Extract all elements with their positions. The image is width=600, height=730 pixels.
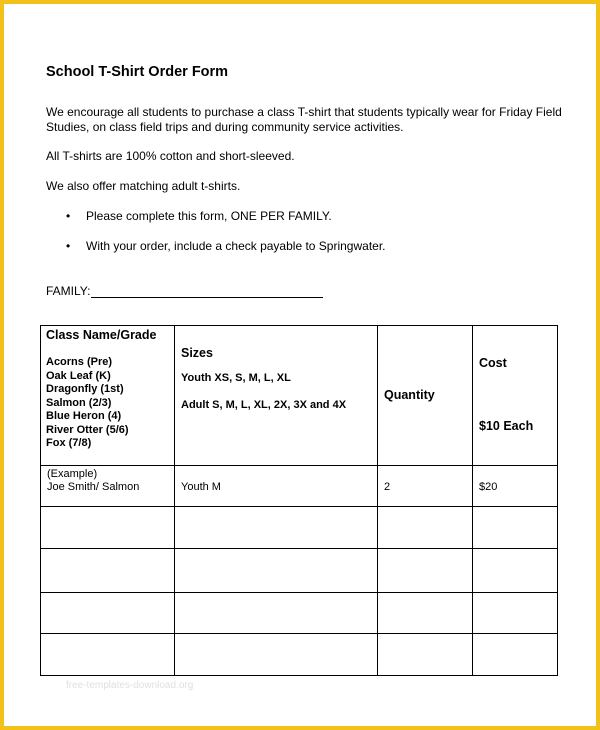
bullet-text: Please complete this form, ONE PER FAMILY. <box>86 209 332 223</box>
class-option: Blue Heron (4) <box>46 410 122 422</box>
youth-sizes: Youth XS, S, M, L, XL <box>181 372 291 384</box>
name-cell[interactable] <box>41 593 175 634</box>
document-page <box>4 4 596 726</box>
cost-cell[interactable] <box>473 549 558 593</box>
size-cell[interactable] <box>175 549 378 593</box>
family-label: FAMILY: <box>46 284 91 298</box>
table-row <box>41 634 558 676</box>
quantity-header-title: Quantity <box>384 388 435 402</box>
family-input-line[interactable] <box>91 285 323 298</box>
class-option: Acorns (Pre) <box>46 356 113 368</box>
order-table <box>40 325 558 676</box>
bullet-icon: • <box>66 239 71 253</box>
quantity-header-cell <box>378 326 473 466</box>
size-cell[interactable] <box>175 634 378 676</box>
cost-cell[interactable] <box>473 593 558 634</box>
class-option: Fox (7/8) <box>46 437 92 449</box>
name-cell[interactable] <box>41 634 175 676</box>
class-header-title: Class Name/Grade <box>46 328 157 342</box>
class-option: Oak Leaf (K) <box>46 369 111 382</box>
sizes-header-title: Sizes <box>181 346 213 360</box>
example-label: (Example) <box>47 468 98 480</box>
class-option: River Otter (5/6) <box>46 423 129 436</box>
cotton-note: All T-shirts are 100% cotton and short-sleeved. <box>46 149 295 163</box>
example-name: Joe Smith/ Salmon <box>47 481 140 493</box>
quantity-cell[interactable] <box>378 634 473 676</box>
example-cost-cell: $20 <box>473 466 558 507</box>
cost-cell[interactable] <box>473 634 558 676</box>
table-row-example <box>41 466 558 507</box>
quantity-cell[interactable] <box>378 549 473 593</box>
form-title: School T-Shirt Order Form <box>46 64 229 80</box>
intro-paragraph: We encourage all students to purchase a class T-shirt that students typically wear for Friday Field Studies, on class field trips and during community service activities. <box>46 105 562 134</box>
adult-note: We also offer matching adult t-shirts. <box>46 179 241 193</box>
example-size-cell: Youth M <box>175 466 378 507</box>
table-row <box>41 507 558 549</box>
class-header-cell <box>41 326 175 466</box>
quantity-cell[interactable] <box>378 593 473 634</box>
table-row <box>41 549 558 593</box>
class-option: Dragonfly (1st) <box>46 383 124 395</box>
adult-sizes: Adult S, M, L, XL, 2X, 3X and 4X <box>181 399 347 411</box>
cost-cell[interactable] <box>473 507 558 549</box>
table-header-row <box>41 326 558 466</box>
sizes-header-cell <box>175 326 378 466</box>
family-field <box>46 284 323 298</box>
example-quantity-cell: 2 <box>378 466 473 507</box>
cost-header-cell <box>473 326 558 466</box>
example-name-cell <box>41 466 175 507</box>
bullet-text: With your order, include a check payable to Springwater. <box>86 239 386 253</box>
quantity-cell[interactable] <box>378 507 473 549</box>
size-cell[interactable] <box>175 507 378 549</box>
cost-price: $10 Each <box>479 419 534 433</box>
size-cell[interactable] <box>175 593 378 634</box>
watermark: free-templates-download.org <box>66 680 194 691</box>
name-cell[interactable] <box>41 549 175 593</box>
class-option: Salmon (2/3) <box>46 396 112 409</box>
cost-header-title: Cost <box>479 356 507 370</box>
table-row <box>41 593 558 634</box>
bullet-icon: • <box>66 209 71 223</box>
name-cell[interactable] <box>41 507 175 549</box>
